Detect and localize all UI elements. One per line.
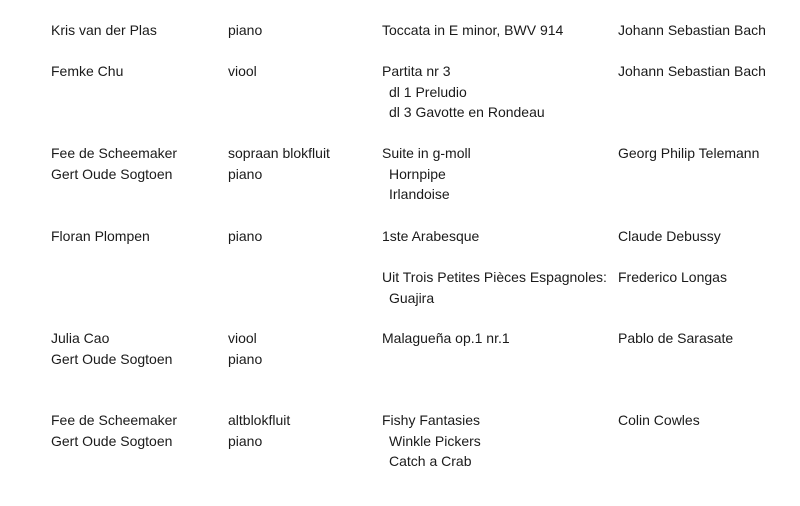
performer-cell <box>51 410 177 451</box>
composer-cell <box>618 143 759 164</box>
instrument-cell <box>228 410 290 451</box>
composer-cell <box>618 20 766 41</box>
performer-name: Gert Oude Sogtoen <box>51 165 173 182</box>
instrument-name: piano <box>228 350 263 367</box>
instrument-cell <box>228 61 257 82</box>
instrument-cell <box>228 20 262 41</box>
piece-cell <box>382 267 607 308</box>
composer-cell <box>618 328 733 349</box>
piece-movement: Hornpipe <box>389 165 446 182</box>
piece-cell <box>382 20 563 41</box>
performer-cell <box>51 61 123 82</box>
piece-movement: Irlandoise <box>389 186 450 203</box>
performer-name: Femke Chu <box>51 63 124 79</box>
piece-title: 1ste Arabesque <box>382 228 480 244</box>
piece-cell <box>382 226 479 247</box>
piece-cell <box>382 410 481 472</box>
composer-name: Johann Sebastian Bach <box>618 22 766 38</box>
piece-movement: Guajira <box>389 289 435 306</box>
piece-movement: Catch a Crab <box>389 453 472 470</box>
instrument-name: piano <box>228 22 263 38</box>
performer-name: Fee de Scheemaker <box>51 412 178 428</box>
instrument-name: sopraan blokfluit <box>228 145 330 161</box>
instrument-name: piano <box>228 432 263 449</box>
instrument-name: viool <box>228 330 257 346</box>
composer-name: Georg Philip Telemann <box>618 145 760 161</box>
composer-cell <box>618 61 766 82</box>
performer-cell <box>51 226 150 247</box>
performer-name: Julia Cao <box>51 330 110 346</box>
instrument-name: viool <box>228 63 257 79</box>
piece-movement: Winkle Pickers <box>389 432 481 449</box>
piece-movement: dl 3 Gavotte en Rondeau <box>389 104 545 121</box>
piece-cell <box>382 143 471 205</box>
piece-cell <box>382 328 510 349</box>
piece-title: Malagueña op.1 nr.1 <box>382 330 510 346</box>
instrument-name: piano <box>228 228 263 244</box>
piece-movement: dl 1 Preludio <box>389 83 467 100</box>
composer-cell <box>618 410 700 431</box>
performer-name: Kris van der Plas <box>51 22 157 38</box>
composer-cell <box>618 226 721 247</box>
piece-title: Fishy Fantasies <box>382 412 481 428</box>
performer-cell <box>51 143 177 184</box>
piece-title: Suite in g-moll <box>382 145 471 161</box>
instrument-cell <box>228 226 262 247</box>
composer-name: Frederico Longas <box>618 269 727 285</box>
performer-name: Floran Plompen <box>51 228 150 244</box>
piece-title: Partita nr 3 <box>382 63 451 79</box>
performer-name: Fee de Scheemaker <box>51 145 178 161</box>
piece-cell <box>382 61 545 123</box>
performer-cell <box>51 328 172 369</box>
instrument-name: altblokfluit <box>228 412 291 428</box>
piece-title: Uit Trois Petites Pièces Espagnoles: <box>382 269 607 285</box>
piece-title: Toccata in E minor, BWV 914 <box>382 22 564 38</box>
composer-name: Pablo de Sarasate <box>618 330 734 346</box>
composer-cell <box>618 267 727 288</box>
instrument-cell <box>228 143 330 184</box>
performer-name: Gert Oude Sogtoen <box>51 350 173 367</box>
instrument-name: piano <box>228 165 263 182</box>
composer-name: Johann Sebastian Bach <box>618 63 766 79</box>
performer-cell <box>51 20 157 41</box>
performer-name: Gert Oude Sogtoen <box>51 432 173 449</box>
composer-name: Claude Debussy <box>618 228 721 244</box>
composer-name: Colin Cowles <box>618 412 700 428</box>
instrument-cell <box>228 328 262 369</box>
